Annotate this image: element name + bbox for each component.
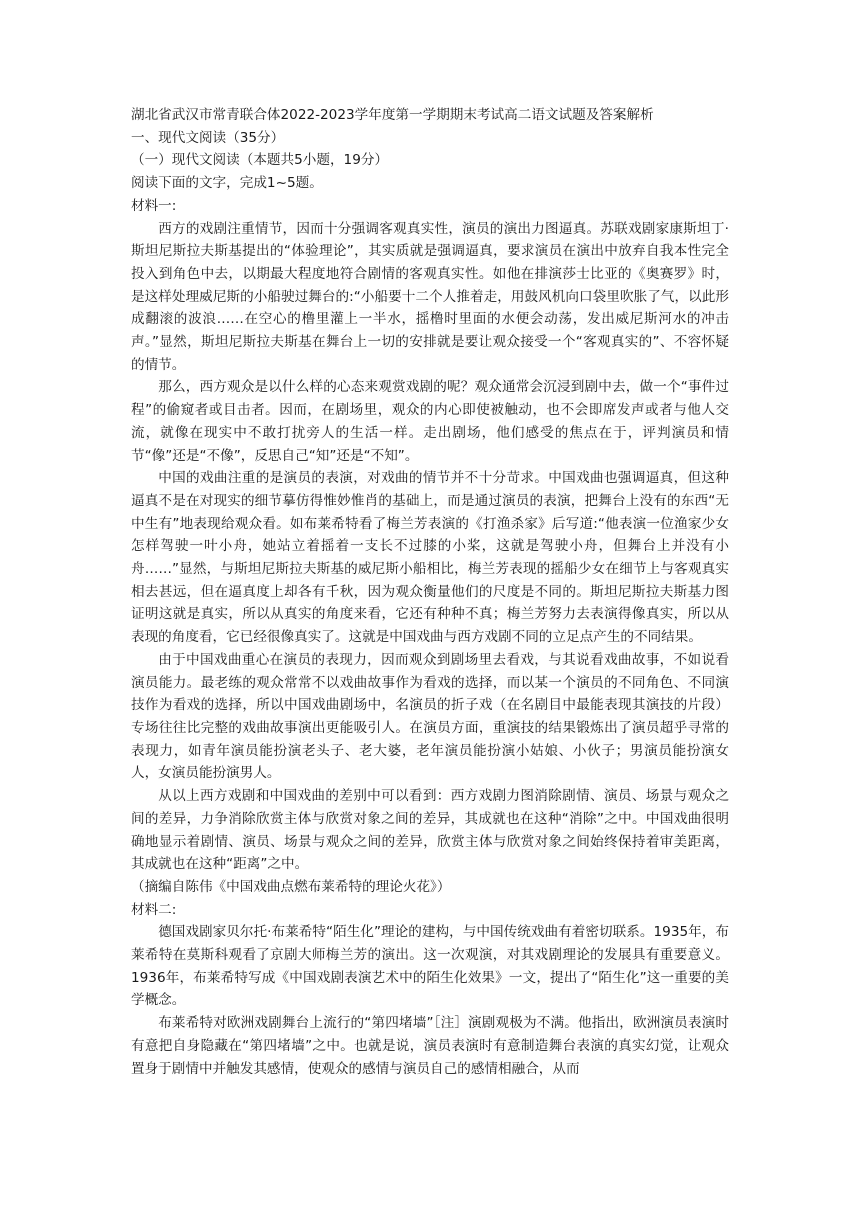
material-two-paragraph: 布莱希特对欧洲戏剧舞台上流行的“第四堵墙”［注］演剧观极为不满。他指出，欧洲演员表演时有意把自身隐藏在“第四堵墙”之中。也就是说，演员表演时有意制造舞台表演的真实幻觉，让观众置身于剧情中并触发其感情，使观众的感情与演员自己的感情相融合，从而 <box>131 1015 729 1077</box>
document-title: 湖北省武汉市常青联合体2022-2023学年度第一学期期末考试高二语文试题及答案解析 <box>131 107 654 123</box>
material-one-source: （摘编自陈伟《中国戏曲点燃布莱希特的理论火花》） <box>131 878 451 895</box>
material-one-paragraph: 西方的戏剧注重情节，因而十分强调客观真实性，演员的演出力图逼真。苏联戏剧家康斯坦丁·斯坦尼斯拉夫斯基提出的“体验理论”，其实质就是强调逼真，要求演员在演出中放弃自我本性完全投入到角色中去，以期最大程度地符合剧情的客观真实性。如他在排演莎士比亚的《奥赛罗》时，是这样处理威尼斯的小船驶过舞台的:“小船要十二个人推着走，用鼓风机向口袋里吹胀了气，以此形成翻滚的波浪……在空心的橹里灌上一半水，摇橹时里面的水便会动荡，发出威尼斯河水的冲击声。”显然，斯坦尼斯拉夫斯基在舞台上一切的安排就是要让观众接受一个“客观真实的”、不容怀疑的情节。 <box>131 220 729 373</box>
material-one-paragraph: 中国的戏曲注重的是演员的表演，对戏曲的情节并不十分苛求。中国戏曲也强调逼真，但这种逼真不是在对现实的细节摹仿得惟妙惟肖的基础上，而是通过演员的表演，把舞台上没有的东西“无中生有”地表现给观众看。如布莱希特看了梅兰芳表演的《打渔杀家》后写道:“他表演一位渔家少女怎样驾驶一叶小舟，她站立着摇着一支长不过膝的小桨，这就是驾驶小舟，但舞台上并没有小舟……”显然，与斯坦尼斯拉夫斯基的威尼斯小船相比，梅兰芳表现的摇船少女在细节上与客观真实相去甚远，但在逼真度上却各有千秋，因为观众衡量他们的尺度是不同的。斯坦尼斯拉夫斯基力图证明这就是真实，所以从真实的角度来看，它还有种种不真；梅兰芳努力去表演得像真实，所以从表现的角度看，它已经很像真实了。这就是中国戏曲与西方戏剧不同的立足点产生的不同结果。 <box>131 470 729 646</box>
section-heading: 一、现代文阅读（35分） <box>131 129 285 146</box>
material-one-paragraph: 从以上西方戏剧和中国戏曲的差别中可以看到：西方戏剧力图消除剧情、演员、场景与观众之间的差异，力争消除欣赏主体与欣赏对象之间的差异，其成就也在这种“消除”之中。中国戏曲很明确地显示着剧情、演员、场景与观众之间的差异，欣赏主体与欣赏对象之间始终保持着审美距离，其成就也在这种“距离”之中。 <box>131 788 729 873</box>
material-two-paragraph: 德国戏剧家贝尔托·布莱希特“陌生化”理论的建构，与中国传统戏曲有着密切联系。1935年，布莱希特在莫斯科观看了京剧大师梅兰芳的演出。这一次观演，对其戏剧理论的发展具有重要意义。1936年，布莱希特写成《中国戏剧表演艺术中的陌生化效果》一文，提出了“陌生化”这一重要的美学概念。 <box>131 924 729 1009</box>
document-page <box>131 104 729 1080</box>
material-one-paragraph: 那么，西方观众是以什么样的心态来观赏戏剧的呢？观众通常会沉浸到剧中去，做一个“事件过程”的偷窥者或目击者。因而，在剧场里，观众的内心即使被触动，也不会即席发声或者与他人交流，就像在现实中不敢打扰旁人的生活一样。走出剧场，他们感受的焦点在于，评判演员和情节“像”还是“不像”，反思自己“知”还是“不知”。 <box>131 379 729 464</box>
reading-instruction: 阅读下面的文字，完成1~5题。 <box>131 175 323 192</box>
material-one-paragraph: 由于中国戏曲重心在演员的表现力，因而观众到剧场里去看戏，与其说看戏曲故事，不如说看演员能力。最老练的观众常常不以戏曲故事作为看戏的选择，而以某一个演员的不同角色、不同演技作为看戏的选择，所以中国戏曲剧场中，名演员的折子戏（在名剧目中最能表现其演技的片段）专场往往比完整的戏曲故事演出更能吸引人。在演员方面，重演技的结果锻炼出了演员超乎寻常的表现力，如青年演员能扮演老头子、老大婆，老年演员能扮演小姑娘、小伙子；男演员能扮演女人，女演员能扮演男人。 <box>131 651 729 782</box>
material-two-label: 材料二: <box>131 901 177 918</box>
subsection-heading: （一）现代文阅读（本题共5小题，19分） <box>131 152 389 169</box>
material-one-label: 材料一: <box>131 197 177 214</box>
